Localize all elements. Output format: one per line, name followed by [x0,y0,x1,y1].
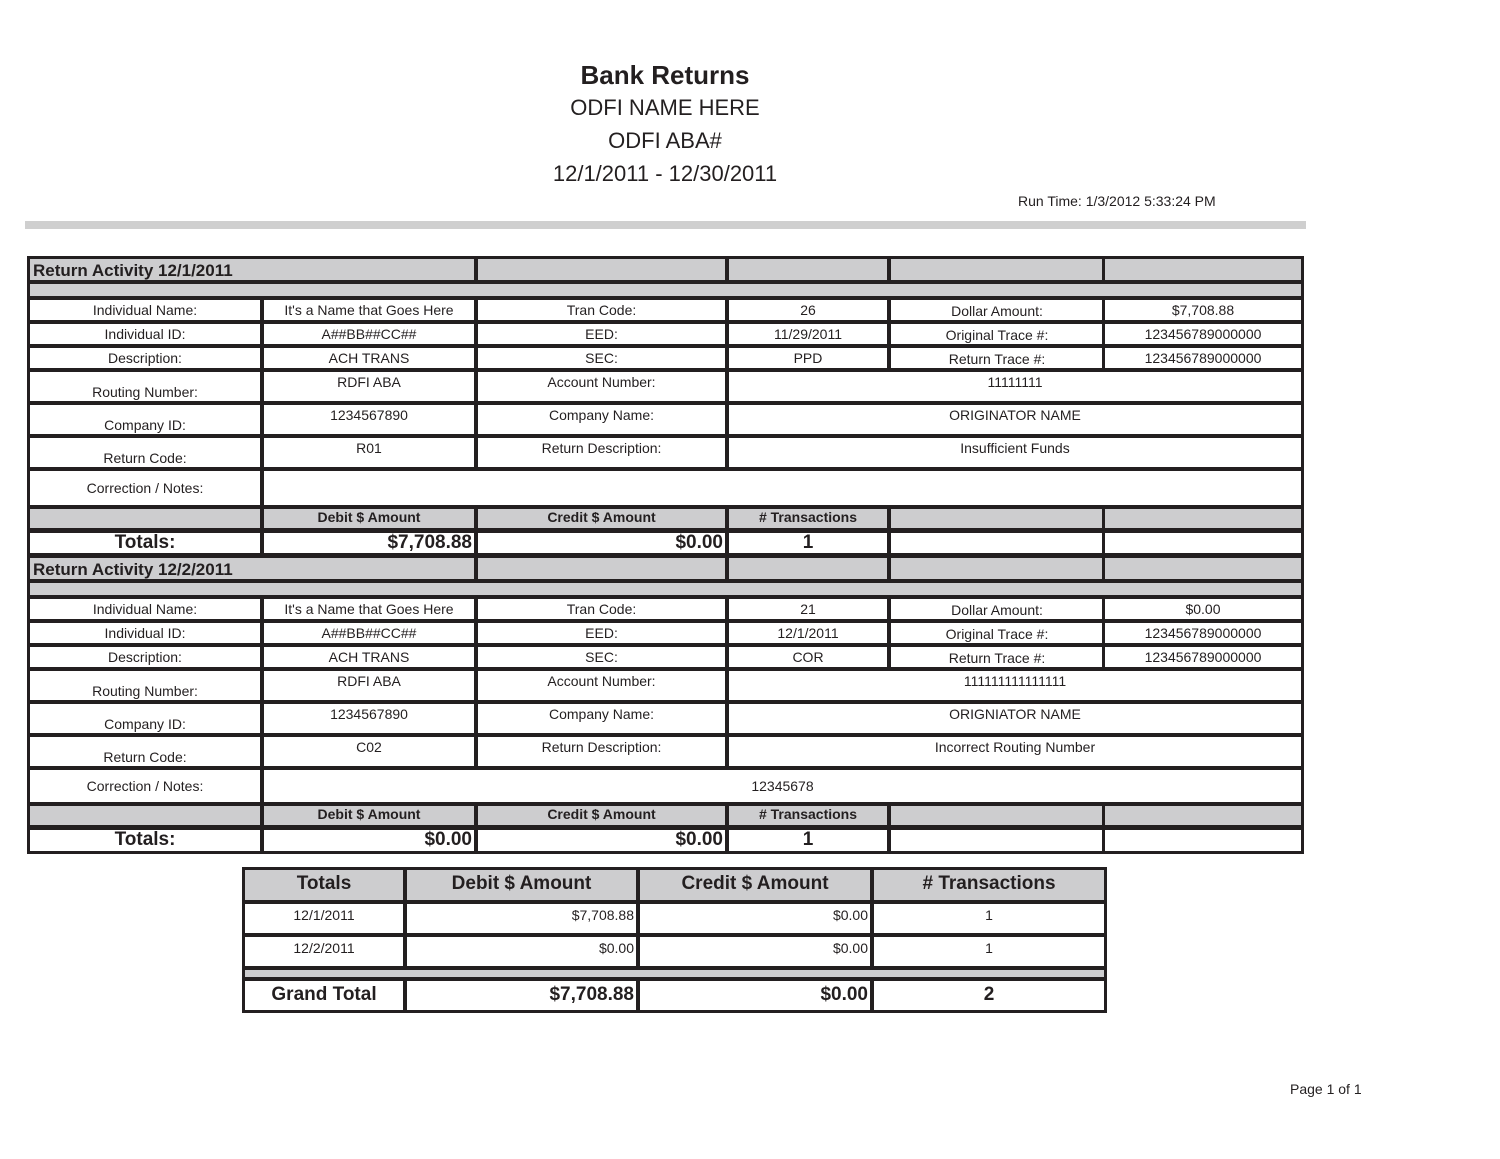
summary-header-debit: Debit $ Amount [404,867,639,903]
label-individual-id: Individual ID: [27,620,263,646]
label-return-description: Return Description: [475,734,728,769]
value-company-id: 1234567890 [261,402,477,437]
header-blank [475,256,728,283]
summary-row-transactions: 1 [871,934,1107,969]
totals-debit: $7,708.88 [261,530,477,556]
summary-header-totals: Totals [242,867,406,903]
label-description: Description: [27,644,263,670]
header-blank [1102,256,1304,283]
totals-label: Totals: [27,530,263,556]
label-tran-code: Tran Code: [475,596,728,622]
label-eed: EED: [475,620,728,646]
label-company-name: Company Name: [475,402,728,437]
totals-transactions: 1 [726,827,890,854]
totals-header-blank [888,506,1106,531]
value-sec: COR [726,644,890,670]
label-sec: SEC: [475,345,728,371]
run-time: Run Time: 1/3/2012 5:33:24 PM [1018,193,1216,209]
summary-row-credit: $0.00 [637,934,873,969]
label-individual-id: Individual ID: [27,321,263,347]
value-dollar-amount: $0.00 [1102,596,1304,622]
header-debit-amount: Debit $ Amount [261,506,477,531]
report-title: Bank Returns [580,60,750,90]
label-correction-notes: Correction / Notes: [27,767,263,805]
label-account-number: Account Number: [475,369,728,404]
value-sec: PPD [726,345,890,371]
totals-header-blank [888,803,1106,828]
totals-label: Totals: [27,827,263,854]
header-transactions: # Transactions [726,506,890,531]
label-return-trace: Return Trace #: [888,644,1106,670]
totals-credit: $0.00 [475,530,728,556]
label-return-description: Return Description: [475,435,728,470]
value-return-trace: 123456789000000 [1102,644,1304,670]
odfi-name: ODFI NAME HERE [570,95,760,120]
summary-row-credit: $0.00 [637,901,873,936]
value-description: ACH TRANS [261,644,477,670]
value-eed: 11/29/2011 [726,321,890,347]
totals-header-blank [1102,506,1304,531]
value-account-number: 111111111111111 [726,668,1304,703]
value-return-trace: 123456789000000 [1102,345,1304,371]
label-sec: SEC: [475,644,728,670]
label-eed: EED: [475,321,728,347]
value-correction-notes [261,468,1304,508]
label-return-trace: Return Trace #: [888,345,1106,371]
label-account-number: Account Number: [475,668,728,703]
totals-transactions: 1 [726,530,890,556]
value-return-code: C02 [261,734,477,769]
header-blank [888,555,1106,582]
totals-header-blank [27,506,263,531]
value-eed: 12/1/2011 [726,620,890,646]
value-correction-notes: 12345678 [261,767,1304,805]
header-blank [888,256,1106,283]
grand-total-transactions: 2 [871,978,1107,1013]
totals-debit: $0.00 [261,827,477,854]
label-correction-notes: Correction / Notes: [27,468,263,508]
value-tran-code: 21 [726,596,890,622]
label-company-id: Company ID: [27,701,263,736]
header-credit-amount: Credit $ Amount [475,506,728,531]
label-company-name: Company Name: [475,701,728,736]
label-original-trace: Original Trace #: [888,321,1106,347]
totals-header-blank [1102,803,1304,828]
header-divider [25,221,1306,229]
label-routing-number: Routing Number: [27,668,263,703]
summary-row-transactions: 1 [871,901,1107,936]
value-company-name: ORIGINATOR NAME [726,402,1304,437]
value-return-description: Insufficient Funds [726,435,1304,470]
value-original-trace: 123456789000000 [1102,321,1304,347]
totals-blank [888,530,1106,556]
value-individual-id: A##BB##CC## [261,620,477,646]
header-debit-amount: Debit $ Amount [261,803,477,828]
value-routing-number: RDFI ABA [261,369,477,404]
header-blank [726,256,890,283]
value-return-code: R01 [261,435,477,470]
summary-header-transactions: # Transactions [871,867,1107,903]
grand-total-credit: $0.00 [637,978,873,1013]
value-company-name: ORIGNIATOR NAME [726,701,1304,736]
summary-header-credit: Credit $ Amount [637,867,873,903]
totals-blank [1102,530,1304,556]
value-individual-id: A##BB##CC## [261,321,477,347]
odfi-aba: ODFI ABA# [608,128,722,153]
grand-total-debit: $7,708.88 [404,978,639,1013]
header-transactions: # Transactions [726,803,890,828]
header-blank [1102,555,1304,582]
summary-row-date: 12/1/2011 [242,901,406,936]
label-company-id: Company ID: [27,402,263,437]
label-tran-code: Tran Code: [475,297,728,323]
value-dollar-amount: $7,708.88 [1102,297,1304,323]
label-dollar-amount: Dollar Amount: [888,297,1106,323]
grand-total-label: Grand Total [242,978,406,1013]
section-title: Return Activity 12/2/2011 [27,555,477,582]
header-blank [726,555,890,582]
label-individual-name: Individual Name: [27,297,263,323]
summary-row-debit: $7,708.88 [404,901,639,936]
summary-row-date: 12/2/2011 [242,934,406,969]
value-company-id: 1234567890 [261,701,477,736]
label-dollar-amount: Dollar Amount: [888,596,1106,622]
label-routing-number: Routing Number: [27,369,263,404]
value-individual-name: It's a Name that Goes Here [261,297,477,323]
totals-blank [888,827,1106,854]
value-individual-name: It's a Name that Goes Here [261,596,477,622]
page-number: Page 1 of 1 [1290,1081,1362,1097]
label-original-trace: Original Trace #: [888,620,1106,646]
label-description: Description: [27,345,263,371]
date-range: 12/1/2011 - 12/30/2011 [552,161,778,186]
header-credit-amount: Credit $ Amount [475,803,728,828]
totals-header-blank [27,803,263,828]
label-individual-name: Individual Name: [27,596,263,622]
value-account-number: 11111111 [726,369,1304,404]
totals-credit: $0.00 [475,827,728,854]
section-title: Return Activity 12/1/2011 [27,256,477,283]
value-description: ACH TRANS [261,345,477,371]
label-return-code: Return Code: [27,435,263,470]
summary-row-debit: $0.00 [404,934,639,969]
totals-blank [1102,827,1304,854]
value-routing-number: RDFI ABA [261,668,477,703]
value-tran-code: 26 [726,297,890,323]
label-return-code: Return Code: [27,734,263,769]
value-return-description: Incorrect Routing Number [726,734,1304,769]
header-blank [475,555,728,582]
value-original-trace: 123456789000000 [1102,620,1304,646]
